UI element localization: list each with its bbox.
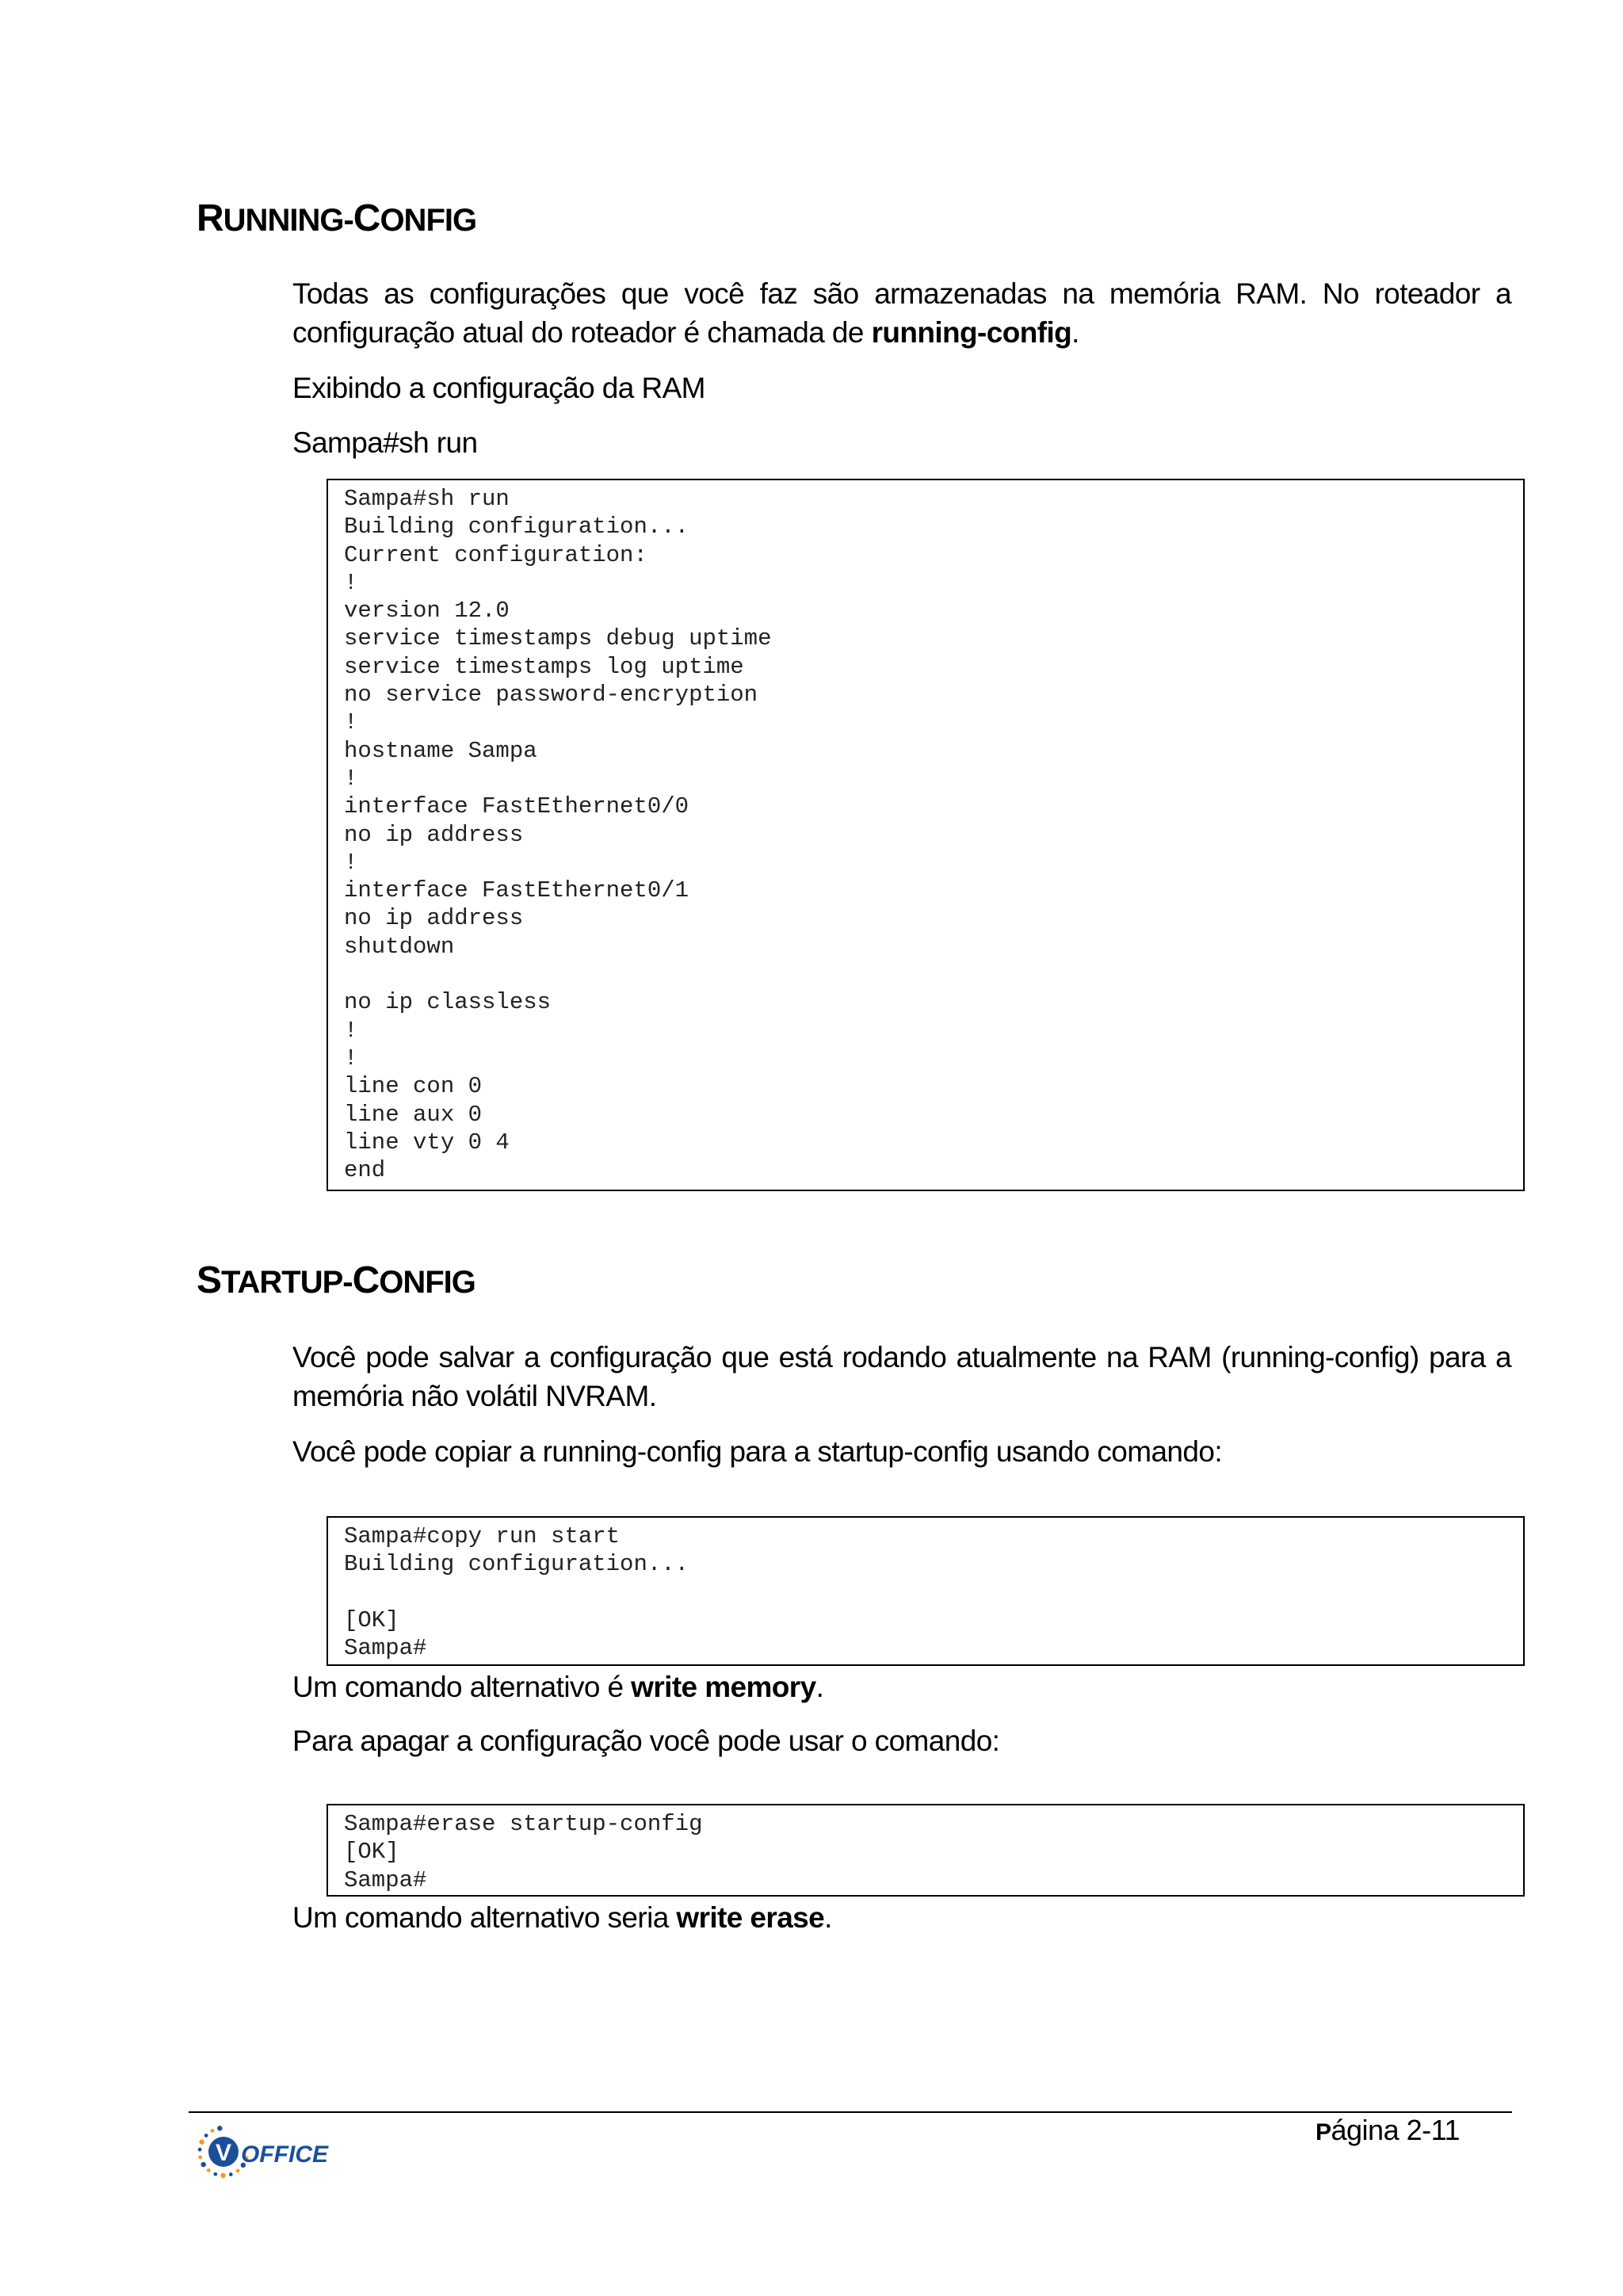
code-line: ! [344, 849, 358, 876]
code-line: service timestamps debug uptime [344, 625, 772, 652]
code-line: line aux 0 [344, 1101, 483, 1128]
code-block-erase-startup [327, 1804, 1525, 1897]
code-line: service timestamps log uptime [344, 653, 744, 680]
footer-divider [189, 2111, 1512, 2113]
paragraph-save-nvram: Você pode salvar a configuração que está rodando atualmente na RAM (running-config) para a memória não volátil NVRAM. [292, 1341, 1511, 1412]
logo-dot [204, 2134, 208, 2137]
logo-dot [236, 2169, 240, 2173]
heading-initial: S [197, 1259, 222, 1301]
code-line: [OK] [344, 1839, 399, 1866]
section-heading-running-config [197, 197, 477, 239]
logo-dot [220, 2173, 225, 2178]
code-line: end [344, 1157, 386, 1184]
heading-rest: TARTUP- [221, 1265, 353, 1300]
code-line: Sampa#copy run start [344, 1523, 621, 1549]
code-line: line vty 0 4 [344, 1129, 510, 1156]
logo-dot [198, 2148, 202, 2152]
code-line: Building configuration... [344, 1551, 689, 1578]
heading-rest: UNNING- [223, 203, 353, 238]
code-line: version 12.0 [344, 598, 510, 625]
logo-dot [207, 2168, 211, 2172]
paragraph-copy-command: Você pode copiar a running-config para a startup-config usando comando: [292, 1435, 1223, 1468]
heading-initial: C [353, 197, 380, 239]
section-heading-startup-config [197, 1259, 475, 1301]
logo-dot [211, 2129, 215, 2133]
heading-initial: R [197, 197, 223, 239]
code-line: ! [344, 709, 358, 736]
code-line: ! [344, 1045, 358, 1072]
logo-dot [229, 2172, 233, 2176]
code-line: no ip address [344, 821, 524, 848]
code-line: [OK] [344, 1606, 399, 1633]
code-line [344, 1579, 1507, 1606]
heading-initial: C [352, 1259, 380, 1301]
logo-dot [199, 2139, 204, 2144]
code-line: line con 0 [344, 1073, 483, 1100]
paragraph-erase-intro: Para apagar a configuração você pode usar o comando: [292, 1725, 1000, 1757]
paragraph-alt-write-erase: Um comando alternativo seria write erase. [292, 1901, 832, 1934]
code-line: Sampa#sh run [344, 486, 510, 512]
bold-term: write memory [631, 1671, 816, 1703]
logo-dot [217, 2126, 222, 2130]
heading-rest: ONFIG [379, 1265, 475, 1300]
paragraph-show-ram: Exibindo a configuração da RAM [292, 372, 705, 404]
logo-dot [213, 2172, 217, 2176]
paragraph-ram-intro: Todas as configurações que você faz são armazenadas na memória RAM. No roteador a configuração atual do roteador é chamada de running-config. [292, 277, 1511, 349]
voffice-logo-icon [190, 2115, 365, 2186]
paragraph-alt-write-memory: Um comando alternativo é write memory. [292, 1671, 824, 1703]
heading-rest: ONFIG [380, 203, 477, 238]
code-line: ! [344, 765, 358, 792]
page-number: Página 2-11 [1316, 2114, 1460, 2146]
code-line: Building configuration... [344, 514, 689, 541]
logo-wordmark: OFFICE [241, 2141, 328, 2168]
logo-dot [200, 2162, 205, 2167]
code-line: ! [344, 1017, 358, 1044]
code-line: interface FastEthernet0/0 [344, 793, 689, 820]
code-line [344, 961, 1507, 988]
code-line: Current configuration: [344, 541, 647, 568]
code-line: hostname Sampa [344, 737, 537, 764]
code-line: shutdown [344, 933, 455, 960]
voffice-logo [190, 2115, 365, 2186]
code-line: Sampa# [344, 1866, 427, 1893]
bold-term: running-config [871, 316, 1072, 349]
code-line: no ip classless [344, 989, 552, 1016]
code-line: ! [344, 569, 358, 596]
code-line: Sampa# [344, 1635, 427, 1662]
logo-dot [198, 2156, 202, 2160]
code-line: no ip address [344, 905, 524, 932]
code-block-copy-run-start [327, 1516, 1525, 1666]
code-line: Sampa#erase startup-config [344, 1811, 703, 1837]
paragraph-command: Sampa#sh run [292, 426, 478, 459]
logo-letter: V [216, 2140, 232, 2166]
bold-term: write erase [676, 1901, 825, 1934]
code-block-running-config [327, 479, 1525, 1191]
code-line: interface FastEthernet0/1 [344, 877, 689, 904]
code-line: no service password-encryption [344, 682, 758, 709]
